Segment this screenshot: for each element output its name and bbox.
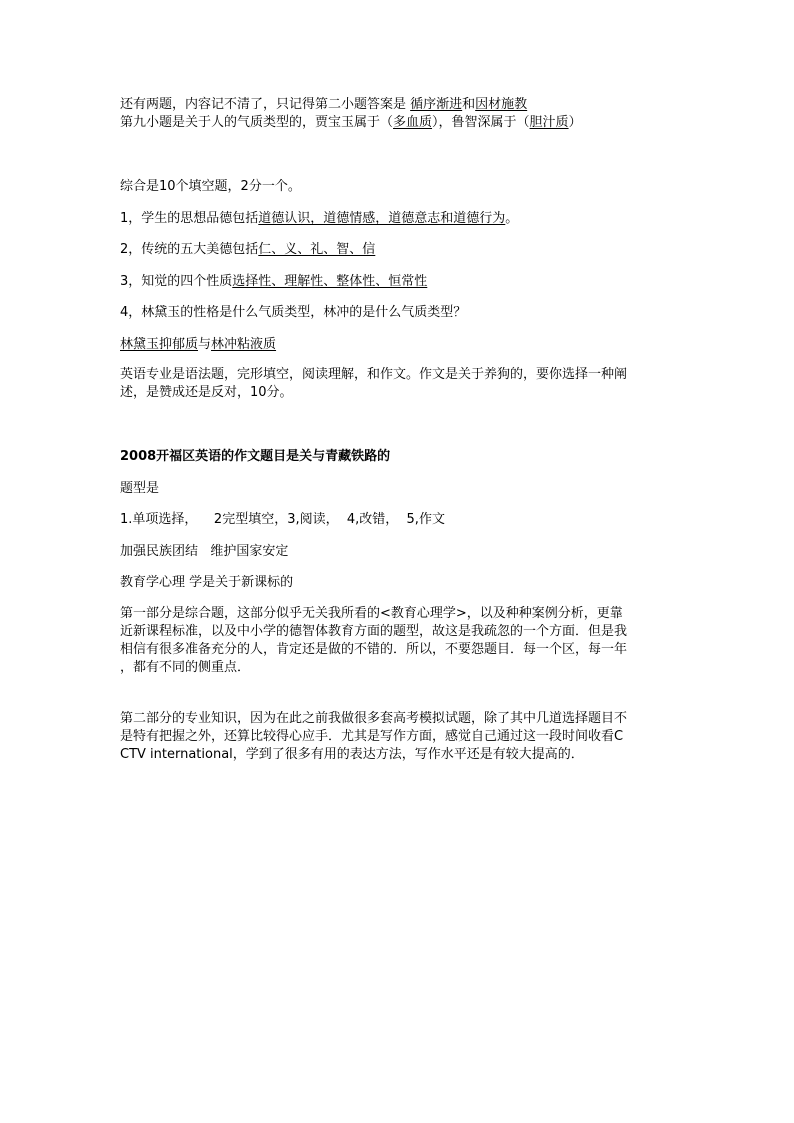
paragraph-line: 第二部分的专业知识，因为在此之前我做很多套高考模拟试题，除了其中几道选择题目不	[120, 711, 628, 726]
answer-underlined: 因材施教	[475, 97, 528, 112]
answer-underlined: 林冲粘液质	[211, 337, 277, 352]
answer-underlined: 选择性、理解性、整体性、恒常性	[232, 274, 428, 289]
answer-underlined: 胆汁质	[529, 115, 569, 130]
fill-in-intro: 综合是10个填空题，2分一个。	[120, 179, 301, 194]
question-prefix: 2，传统的五大美德包括	[120, 242, 259, 257]
paragraph-line: 近新课程标准，以及中小学的德智体教育方面的题型，故这是我疏忽的一个方面．但是我	[120, 624, 628, 639]
paragraph-line: 相信有很多准备充分的人，肯定还是做的不错的．所以，不要怨题目．每一个区，每一年	[120, 642, 628, 657]
paragraph-line: 是特有把握之外，还算比较得心应手．尤其是写作方面，感觉自己通过这一段时间收看C	[120, 729, 624, 744]
paragraph-line: 第一部分是综合题，这部分似乎无关我所看的<教育心理学>，以及种种案例分析，更靠	[120, 606, 623, 621]
part-two-paragraph	[120, 710, 680, 764]
part-one-paragraph	[120, 605, 680, 677]
question-mid: ），鲁智深属于（	[432, 115, 530, 130]
question-4-answer	[120, 336, 276, 354]
question-prefix: 第九小题是关于人的气质类型的，贾宝玉属于（	[120, 115, 394, 130]
question-prefix: 1，学生的思想品德包括	[120, 211, 259, 226]
answer-underlined: 多血质	[393, 115, 433, 130]
answer-underlined: 道德认识，道德情感，道德意志和道德行为	[258, 211, 506, 226]
exam-note-line	[120, 96, 527, 114]
section-heading: 2008开福区英语的作文题目是关与青藏铁路的	[120, 449, 391, 464]
paragraph-line: 英语专业是语法题，完形填空，阅读理解，和作文。作文是关于养狗的，要你选择一种阐	[120, 367, 628, 382]
answer-underlined: 林黛玉抑郁质	[120, 337, 199, 352]
answer-underlined: 循序渐进	[410, 97, 463, 112]
essay-theme: 加强民族团结 维护国家安定	[120, 544, 289, 559]
edu-psych-note: 教育学心理 学是关于新课标的	[120, 575, 294, 590]
connector-text: 和	[462, 97, 476, 112]
question-suffix: 。	[505, 211, 519, 226]
paragraph-line: ，都有不同的侧重点．	[120, 660, 251, 675]
question-4: 4，林黛玉的性格是什么气质类型，林冲的是什么气质类型？	[120, 305, 467, 320]
question-prefix: 3，知觉的四个性质	[120, 274, 233, 289]
question-types-label: 题型是	[120, 481, 160, 496]
answer-underlined: 仁、义、礼、智、信	[258, 242, 376, 257]
question-2	[120, 241, 375, 259]
question-types-list: 1.单项选择， 2完型填空，3,阅读， 4,改错， 5,作文	[120, 512, 445, 527]
connector-text: 与	[198, 337, 212, 352]
paragraph-line: CTV international，学到了很多有用的表达方法，写作水平还是有较大提高的．	[120, 747, 584, 762]
question-3	[120, 273, 427, 291]
english-major-paragraph	[120, 366, 680, 402]
question-1	[120, 210, 518, 228]
paragraph-line: 述，是赞成还是反对，10分。	[120, 385, 293, 400]
exam-note-prefix: 还有两题，内容记不清了，只记得第二小题答案是	[120, 97, 411, 112]
temperament-question-line	[120, 114, 582, 132]
question-suffix: ）	[568, 115, 582, 130]
